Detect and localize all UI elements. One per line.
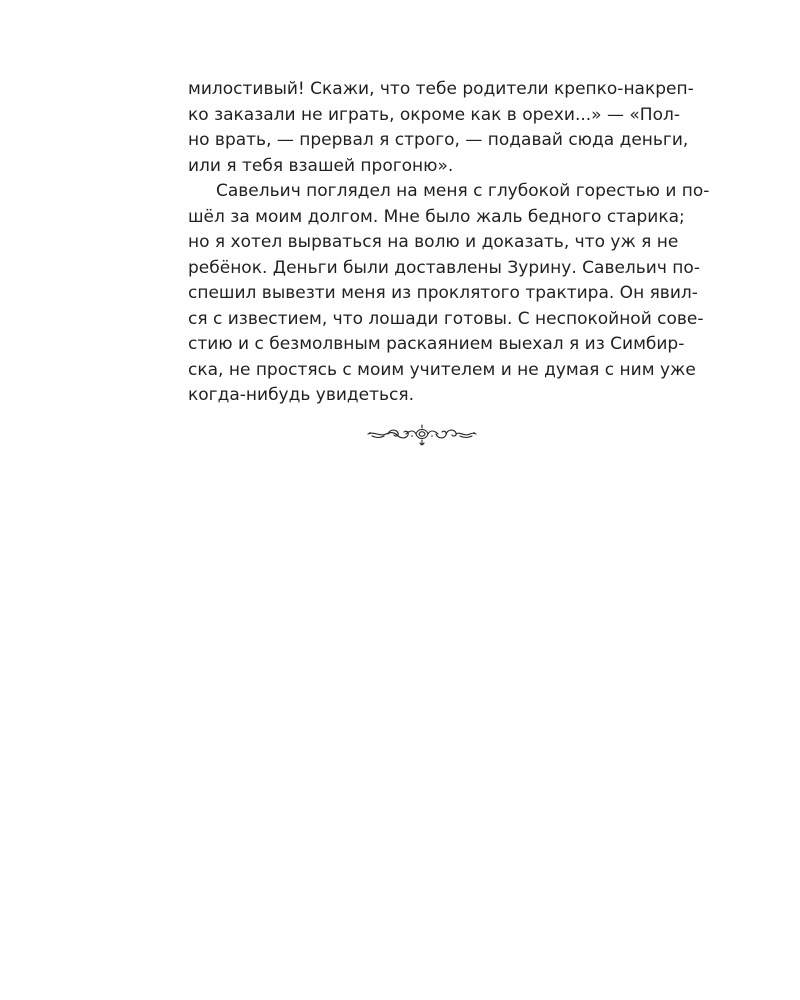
text-line: Савельич поглядел на меня с глубокой горестью и по- bbox=[216, 181, 710, 201]
text-line: стию и с безмолвным раскаянием выехал я из Симбир- bbox=[188, 334, 685, 354]
paragraph-1 bbox=[188, 77, 694, 179]
decorative-flourish-icon bbox=[366, 424, 478, 446]
text-line: но врать, — прервал я строго, — подавай сюда деньги, bbox=[188, 130, 689, 150]
paragraph-2 bbox=[188, 179, 710, 409]
body-text bbox=[188, 77, 710, 409]
text-line: ся с известием, что лошади готовы. С неспокойной сове- bbox=[188, 308, 704, 329]
text-line: спешил вывезти меня из проклятого трактира. Он явил- bbox=[188, 283, 698, 303]
text-line: когда-нибудь увидеться. bbox=[188, 385, 415, 405]
text-line: или я тебя взашей прогоню». bbox=[188, 155, 454, 176]
text-line: ко заказали не играть, окроме как в орехи...» — «Пол- bbox=[188, 104, 680, 125]
text-line: шёл за моим долгом. Мне было жаль бедного старика; bbox=[188, 206, 685, 227]
text-line: ребёнок. Деньги были доставлены Зурину. Савельич по- bbox=[188, 257, 700, 278]
text-line: милостивый! Скажи, что тебе родители крепко-накреп- bbox=[188, 79, 694, 99]
text-line: ска, не простясь с моим учителем и не думая с ним уже bbox=[188, 359, 696, 380]
text-line: но я хотел вырваться на волю и доказать, что уж я не bbox=[188, 232, 679, 252]
